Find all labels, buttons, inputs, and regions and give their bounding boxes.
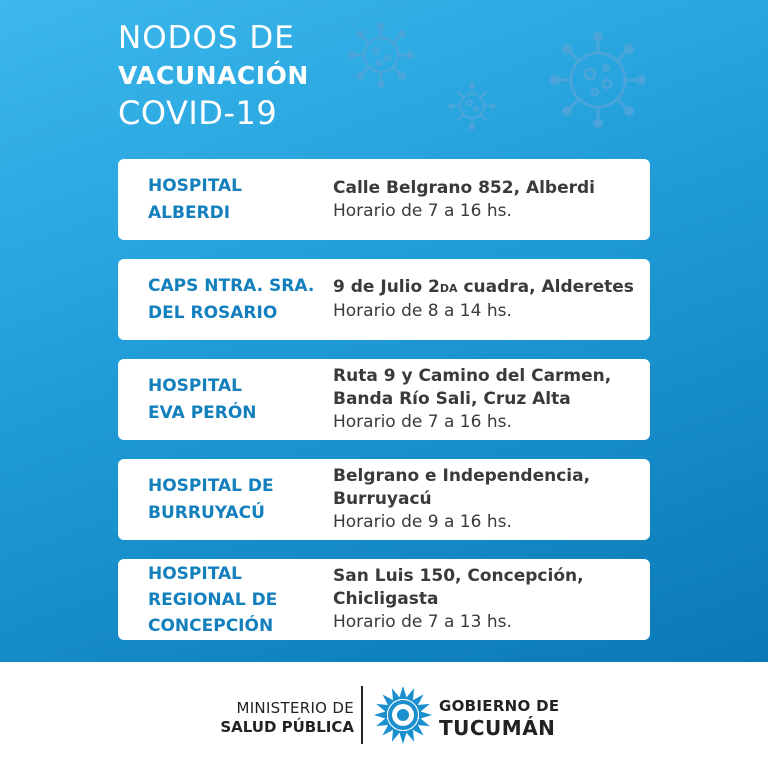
node-address: San Luis 150, Concepción, Chicligasta <box>333 566 584 609</box>
node-info <box>333 159 640 240</box>
title-line-2: VACUNACIÓN <box>118 61 309 90</box>
virus-icon <box>448 82 496 130</box>
node-name: HOSPITAL ALBERDI <box>148 175 242 223</box>
nodes-list <box>118 159 650 659</box>
virus-icon <box>548 30 648 130</box>
page-title <box>118 20 309 132</box>
node-info <box>333 459 640 540</box>
list-item <box>118 359 650 440</box>
list-item <box>118 159 650 240</box>
government-line-2: TUCUMÁN <box>439 716 556 740</box>
government-line-1: GOBIERNO DE <box>439 697 560 715</box>
node-name: HOSPITAL EVA PERÓN <box>148 375 257 423</box>
node-info <box>333 359 640 440</box>
list-item <box>118 559 650 640</box>
node-hours: Horario de 9 a 16 hs. <box>333 512 512 532</box>
ministry-line-1: MINISTERIO DE <box>236 699 354 717</box>
node-hours: Horario de 7 a 16 hs. <box>333 412 512 432</box>
footer-divider <box>361 686 363 744</box>
list-item <box>118 459 650 540</box>
node-address-superscript: DA <box>439 282 458 295</box>
title-line-1: NODOS DE <box>118 20 295 56</box>
node-address: Belgrano e Independencia, Burruyacú <box>333 466 591 509</box>
list-item <box>118 259 650 340</box>
node-hours: Horario de 7 a 16 hs. <box>333 200 512 221</box>
ministry-label <box>218 699 354 737</box>
node-info <box>333 259 640 340</box>
node-name: HOSPITAL DE BURRUYACÚ <box>148 475 274 523</box>
node-hours: Horario de 8 a 14 hs. <box>333 301 512 321</box>
government-label <box>439 696 559 740</box>
node-name: HOSPITAL REGIONAL DE CONCEPCIÓN <box>148 563 278 636</box>
node-address: Calle Belgrano 852, Alberdi <box>333 177 596 198</box>
node-address-post: cuadra, Alderetes <box>457 277 634 297</box>
node-name: CAPS NTRA. SRA. DEL ROSARIO <box>148 275 315 323</box>
virus-icon <box>348 22 414 88</box>
node-hours: Horario de 7 a 13 hs. <box>333 612 512 632</box>
node-address <box>333 276 640 300</box>
title-line-3: COVID-19 <box>118 94 278 132</box>
node-info <box>333 559 640 640</box>
node-address-pre: 9 de Julio 2 <box>333 277 440 297</box>
node-address: Ruta 9 y Camino del Carmen, Banda Río Sali, Cruz Alta <box>333 366 612 409</box>
government-sun-logo <box>372 684 434 746</box>
ministry-line-2: SALUD PÚBLICA <box>220 718 354 736</box>
